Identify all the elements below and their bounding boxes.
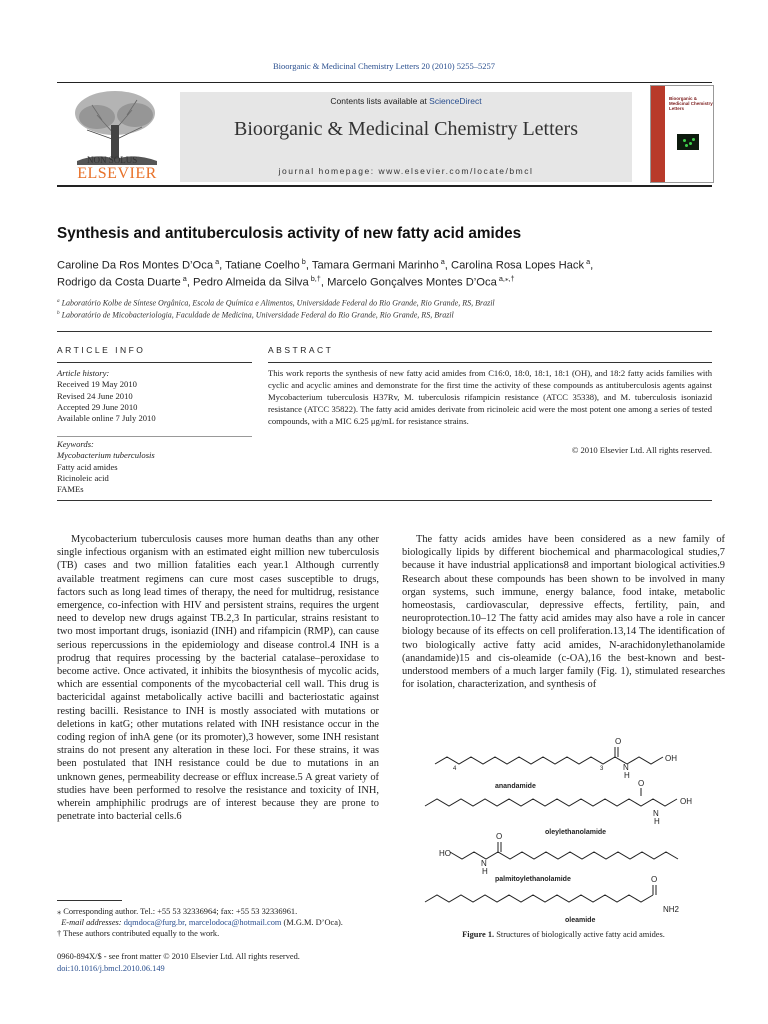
anandamide-o: O [615,737,622,746]
author-name[interactable]: Rodrigo da Costa Duarte [57,276,181,289]
oleamide-nh2: NH2 [663,905,680,914]
author-name[interactable]: Carolina Rosa Lopes Hack [450,259,585,272]
anandamide-label: anandamide [495,783,536,790]
contents-prefix: Contents lists available at [330,96,430,106]
homepage-prefix: journal homepage: [278,166,379,176]
footnote-equal: † These authors contributed equally to the work. [57,929,220,938]
svg-text:NON SOLUS: NON SOLUS [87,155,138,165]
author-name[interactable]: Tamara Germani Marinho [311,259,439,272]
figure-caption-text: Structures of biologically active fatty acid amides. [496,930,665,939]
masthead-rule [57,185,712,187]
author-affiliation-mark: b,† [308,274,321,283]
oleamide-chain [425,895,653,902]
article-title: Synthesis and antituberculosis activity of new fatty acid amides [57,225,522,242]
figure-caption [402,930,725,939]
author-name[interactable]: Marcelo Gonçalves Montes D’Oca [327,276,497,289]
publisher-wordmark: ELSEVIER [77,165,157,182]
authors-line-2: Rodrigo da Costa Duarte $^a$, Pedro Almeida da Silva $^{b,\dagger}$, Marcelo Gonçalves Montes D’Oca $^{a,⁎,\dagger}$ [57,274,515,289]
oleylethanolamide-oh: OH [680,797,692,806]
palmitoylethanolamide-o: O [496,832,503,841]
anandamide-oh: OH [665,754,677,763]
abstract-text: This work reports the synthesis of new fatty acid amides from C16:0, 18:0, 18:1, 18:1 (OH), and 18:2 fatty acids families with cyclic and acyclic amines and demonstrate for the first time the activity of these compounds as antituberculosis agents against Mycobacterium tuberculosis H37Rv, M. tuberculosis rifampicin resistance (ATCC 35338), and M. tuberculosis isoniazid resistance (ATCC 35822). The fatty acid amides derivate from ricinoleic acid were the most potent one among a series of tested compounds, with a MIC 6.25 μg/mL for resistance strains. [268,368,712,426]
keyword-item: Mycobacterium tuberculosis [57,450,155,461]
footnote-corresponding: ⁎ Corresponding author. Tel.: +55 53 32336964; fax: +55 53 32336961. [57,907,298,916]
oleylethanolamide-n: N [653,809,659,818]
top-rule [57,82,712,83]
history-online: Available online 7 July 2010 [57,413,156,424]
history-revised: Revised 24 June 2010 [57,390,133,401]
journal-name: Bioorganic & Medicinal Chemistry Letters [233,118,578,140]
homepage-url[interactable]: www.elsevier.com/locate/bmcl [378,166,534,176]
oleylethanolamide-chain [425,799,677,806]
article-info-rule [57,362,252,363]
anandamide-chain [435,757,627,764]
article-info-heading: ARTICLE INFO [57,345,146,355]
body-paragraph: The fatty acids amides have been considered as a new family of biologically lipids by different biochemical and pharmacological studies,7 because it have industrial applications8 and important biological activities.9 Research about these compounds has been shown to be involved in many organ systems, such immune, energy balance, food intake, metabolic homeostasis, cardiovascular, depressive effects, fertility, pain, and neuroprotection.10–12 The fatty acid amides may also have a role in cancer biology because of its effects on cell proliferation.13,14 The identification of two biologically active fatty acid amides, N-arachidonylethanolamide (anandamide)15 and cis-oleamide (c-OA),16 the best-known and best-understood members of a much larger family (Fig. 1), stimulated researches for isolation, characterization, and synthesis of [402,534,725,691]
bottom-identifiers [57,951,379,975]
history-accepted: Accepted 29 June 2010 [57,401,138,412]
header-divider [57,331,712,332]
author-affiliation-mark: a [584,257,591,266]
journal-homepage[interactable] [180,166,632,176]
keywords-label: Keywords: [57,439,94,449]
cover-strip [651,86,665,182]
history-label: Article history: [57,368,110,378]
author-affiliation-mark: a [438,257,445,266]
authors-line-1: Caroline Da Ros Montes D’Oca $^a$, Tatiane Coelho $^b$, Tamara Germani Marinho $^a$, Carolina Rosa Lopes Hack $^a$, [57,257,594,272]
anandamide-nh-n: N [623,763,629,772]
keyword-item: Fatty acid amides [57,461,118,472]
author-affiliation-mark: a [213,257,220,266]
author-affiliation-mark: b [299,257,306,266]
fatty-acid-structures [405,737,705,924]
anandamide-subscript-4: 4 [453,766,457,772]
oleamide-label: oleamide [565,917,596,924]
author-affiliation-mark: a,⁎,† [496,274,515,283]
elsevier-logo[interactable] [57,85,177,183]
body-right-column [402,533,725,691]
affiliation-b: $^b$ Laboratório de Micobacteriologia, Faculdade de Medicina, Universidade Federal do Rio Grande, Rio Grande, RS, Brazil [57,310,454,320]
journal-cover[interactable] [650,85,714,183]
author-name[interactable]: Tatiane Coelho [225,259,300,272]
keyword-item: Ricinoleic acid [57,472,109,483]
oleylethanolamide-o: O [638,779,645,788]
palmitoylethanolamide-ho: HO [439,849,451,858]
footnote-email: E-mail addresses: dqmdoca@furg.br, marcelodoca@hotmail.com (M.G.M. D’Oca). [61,918,343,927]
oleamide-o: O [651,875,658,884]
palmitoylethanolamide-n: N [481,859,487,868]
keyword-item: FAMEs [57,484,84,495]
keywords [57,439,252,495]
issn-line: 0960-894X/$ - see front matter © 2010 Elsevier Ltd. All rights reserved. [57,952,300,961]
running-head[interactable]: Bioorganic & Medicinal Chemistry Letters 20 (2010) 5255–5257 [273,61,495,71]
abstract-heading: ABSTRACT [268,345,334,355]
anandamide-nh-h: H [624,771,630,780]
author-name[interactable]: Caroline Da Ros Montes D’Oca [57,259,214,272]
palmitoylethanolamide-label: palmitoylethanolamide [495,876,571,883]
palmitoylethanolamide-h: H [482,867,488,876]
palmitoylethanolamide-chain [450,852,678,859]
body-left-column [57,533,379,823]
doi-link[interactable]: doi:10.1016/j.bmcl.2010.06.149 [57,964,165,973]
author-affiliation-mark: a [180,274,187,283]
body-paragraph: Mycobacterium tuberculosis causes more human deaths than any other single infectious organism with an estimated eight million new tuberculosis (TB) cases and two million fatalities each year.1 Although currently available treatment regimens can cure most cases susceptible to drugs, factors such as long lead times of therapy, the need for multidrug, resistance emergence, co-infection with HIV and persistent strains, requires the urgent need to develop new drugs against TB.2,3 In particular, strains resistant to two most important drugs, isoniazid (INH) and rifampicin (RMP), can cause serious repercussions in the epidemiology and disease control.4 INH is a prodrug that requires processing by the bacterial catalase–peroxidase to become active. Once activated, it inhibits the biosynthesis of mycolic acids, which are essential components of the mycobacterial cell wall. This drug is bactericidal against metabolically active bacilli and bacteriostatic against resting bacilli. Resistance to INH is mostly associated with mutations or deletions in katG; other mutations related with INH resistance occur in the coding region of inhA gene (or its promoter),3 however, some INH resistant strains do not present any alteration in these loci. For these strains, it was been postulated that INH resistance could be due to mutations in an unknown genes, permeability decrease or efflux increase.5 A great variety of studies have been performed to resolve the resistance and toxicity of INH, wherein amphiphilic prodrugs are of interest because they are prone to penetrate into bacterial cells.6 [57,534,379,823]
email-links[interactable]: dqmdoca@furg.br, marcelodoca@hotmail.com [123,918,282,927]
abstract-rule [268,362,712,363]
cover-title: Bioorganic & Medicinal Chemistry Letters [669,96,713,111]
footnote-rule [57,900,122,901]
anandamide-subscript-3: 3 [600,766,604,772]
article-history [57,368,252,424]
sciencedirect-link[interactable]: ScienceDirect [429,96,482,106]
author-name[interactable]: Pedro Almeida da Silva [193,276,309,289]
cover-image [677,134,699,150]
affiliation-a: $^a$ Laboratório Kolbe de Síntese Orgânica, Escola de Química e Alimentos, Universidade Federal do Rio Grande, Rio Grande, RS, Brazil [57,298,495,308]
footnotes [57,906,379,939]
oleylethanolamide-h: H [654,817,660,826]
history-received: Received 19 May 2010 [57,379,137,390]
oleylethanolamide-label: oleylethanolamide [545,829,607,836]
body-divider [57,500,712,501]
figure-caption-label: Figure 1. [462,930,495,939]
keywords-rule [57,436,252,437]
figure-1[interactable] [405,737,705,924]
contents-line [180,96,632,106]
abstract-copyright: © 2010 Elsevier Ltd. All rights reserved. [571,445,712,455]
